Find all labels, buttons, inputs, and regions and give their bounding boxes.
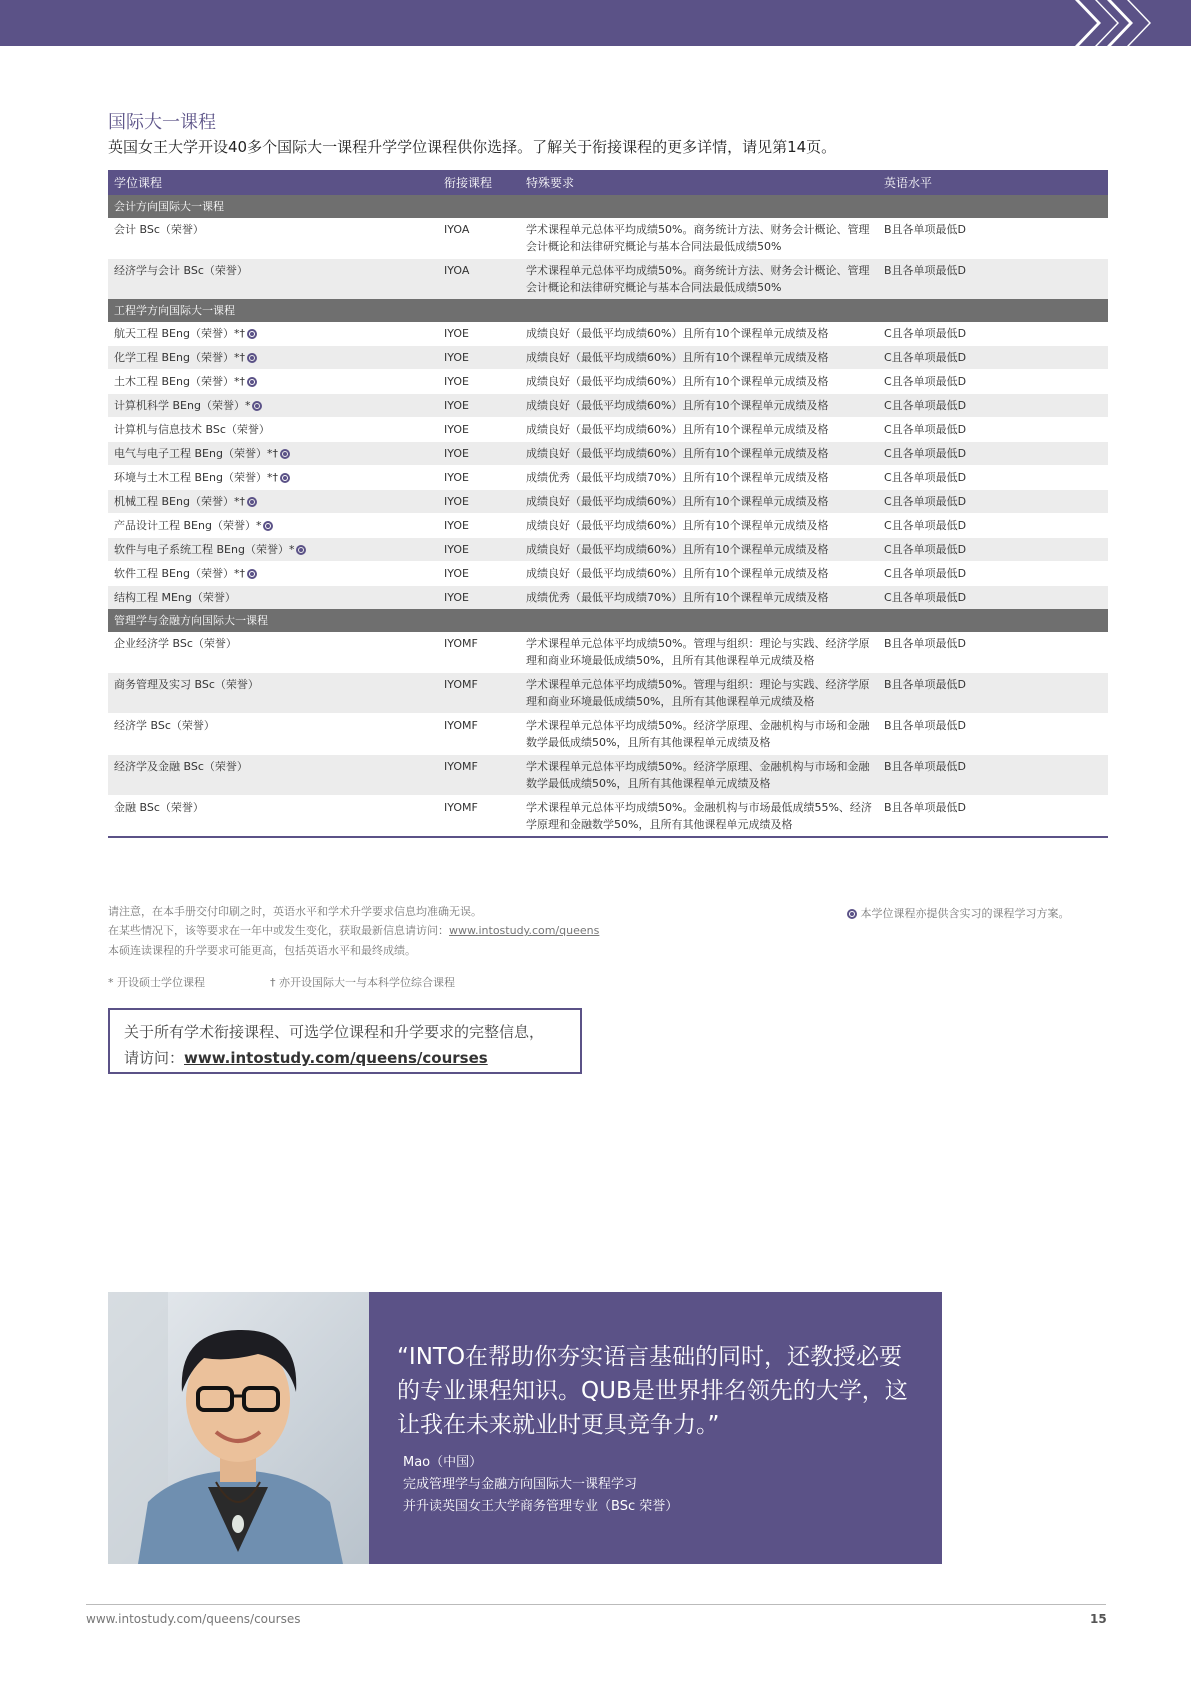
internship-icon (247, 569, 257, 579)
cell-english (878, 755, 1108, 796)
cell-course-text: 经济学及金融 BSc（荣誉） (114, 760, 248, 773)
cell-english-text: C且各单项最低D (884, 447, 967, 460)
internship-icon (247, 353, 257, 363)
cell-bridge-code (438, 562, 520, 586)
internship-icon (247, 329, 257, 339)
cell-bridge-code-text: IYOE (444, 495, 469, 508)
cell-bridge-code-text: IYOA (444, 264, 470, 277)
table-header-row (108, 170, 1108, 195)
cell-requirements-text: 成绩良好（最低平均成绩60%）且所有10个课程单元成绩及格 (526, 375, 829, 388)
cell-course (108, 259, 438, 300)
internship-icon (280, 449, 290, 459)
table-row (108, 796, 1108, 838)
cell-requirements (520, 714, 878, 755)
cell-course (108, 442, 438, 466)
cell-bridge-code-text: IYOMF (444, 801, 478, 814)
cell-english-text: B且各单项最低D (884, 223, 967, 236)
course-table (108, 170, 1108, 838)
table-body (108, 195, 1108, 837)
cell-course-text: 软件与电子系统工程 BEng（荣誉）* (114, 543, 295, 556)
cell-bridge-code (438, 418, 520, 442)
cell-course-text: 产品设计工程 BEng（荣誉）* (114, 519, 262, 532)
cell-requirements (520, 370, 878, 394)
cell-bridge-code-text: IYOMF (444, 719, 478, 732)
cell-requirements (520, 490, 878, 514)
cell-course-text: 计算机与信息技术 BSc（荣誉） (114, 423, 270, 436)
table-row (108, 418, 1108, 442)
cell-course-text: 经济学 BSc（荣誉） (114, 719, 215, 732)
internship-icon (280, 473, 290, 483)
group-header-row (108, 609, 1108, 632)
cell-course-text: 商务管理及实习 BSc（荣誉） (114, 678, 259, 691)
cell-english-text: C且各单项最低D (884, 519, 967, 532)
cell-requirements (520, 218, 878, 259)
cell-requirements (520, 322, 878, 346)
testimonial-quote: “INTO在帮助你夯实语言基础的同时，还教授必要的专业课程知识。QUB是世界排名领先的大学，这让我在未来就业时更具竞争力。” (397, 1344, 908, 1438)
testimonial-name: Mao（中国） (403, 1455, 483, 1470)
student-photo (108, 1292, 369, 1564)
cell-course (108, 218, 438, 259)
cell-bridge-code-text: IYOMF (444, 678, 478, 691)
cell-course-text: 金融 BSc（荣誉） (114, 801, 204, 814)
cell-bridge-code (438, 346, 520, 370)
testimonial-attribution (403, 1452, 678, 1518)
cell-requirements-text: 成绩良好（最低平均成绩60%）且所有10个课程单元成绩及格 (526, 327, 829, 340)
info-box-line-2 (124, 1045, 566, 1071)
table-row (108, 394, 1108, 418)
cell-course (108, 418, 438, 442)
cell-course (108, 538, 438, 562)
cell-bridge-code-text: IYOA (444, 223, 470, 236)
top-banner (0, 0, 1191, 46)
table-row (108, 218, 1108, 259)
cell-course (108, 562, 438, 586)
internship-icon (847, 909, 857, 919)
cell-requirements (520, 562, 878, 586)
cell-bridge-code-text: IYOMF (444, 637, 478, 650)
cell-course (108, 370, 438, 394)
table-row (108, 673, 1108, 714)
cell-course-text: 经济学与会计 BSc（荣誉） (114, 264, 248, 277)
cell-requirements-text: 成绩良好（最低平均成绩60%）且所有10个课程单元成绩及格 (526, 495, 829, 508)
cell-course (108, 673, 438, 714)
cell-requirements-text: 学术课程单元总体平均成绩50%。管理与组织：理论与实践、经济学原理和商业环境最低成绩50%，且所有其他课程单元成绩及格 (526, 637, 870, 667)
cell-english-text: C且各单项最低D (884, 423, 967, 436)
note-link[interactable]: www.intostudy.com/queens (449, 924, 600, 937)
cell-english (878, 466, 1108, 490)
cell-requirements-text: 成绩良好（最低平均成绩60%）且所有10个课程单元成绩及格 (526, 423, 829, 436)
table-row (108, 370, 1108, 394)
cell-bridge-code-text: IYOE (444, 543, 469, 556)
cell-course (108, 466, 438, 490)
internship-icon (247, 497, 257, 507)
footer-url[interactable]: www.intostudy.com/queens/courses (86, 1612, 301, 1626)
cell-course-text: 土木工程 BEng（荣誉）*† (114, 375, 245, 388)
cell-english-text: B且各单项最低D (884, 678, 967, 691)
cell-english-text: C且各单项最低D (884, 567, 967, 580)
cell-english-text: C且各单项最低D (884, 591, 967, 604)
testimonial-line-1: 完成管理学与金融方向国际大一课程学习 (403, 1477, 638, 1492)
section-title: 国际大一课程 (108, 112, 216, 133)
note-line-2 (108, 922, 599, 938)
table-row (108, 514, 1108, 538)
cell-course (108, 346, 438, 370)
testimonial-line-2: 并升读英国女王大学商务管理专业（BSc 荣誉） (403, 1499, 679, 1514)
cell-english (878, 490, 1108, 514)
group-title: 管理学与金融方向国际大一课程 (108, 609, 1108, 632)
cell-course (108, 632, 438, 673)
cell-english-text: C且各单项最低D (884, 471, 967, 484)
table-row (108, 322, 1108, 346)
table-row (108, 562, 1108, 586)
cell-english (878, 346, 1108, 370)
group-title: 工程学方向国际大一课程 (108, 299, 1108, 322)
cell-requirements-text: 学术课程单元总体平均成绩50%。经济学原理、金融机构与市场和金融数学最低成绩50%，且所有其他课程单元成绩及格 (526, 760, 870, 790)
cell-bridge-code (438, 586, 520, 610)
cell-course-text: 企业经济学 BSc（荣誉） (114, 637, 237, 650)
cell-requirements (520, 632, 878, 673)
cell-english (878, 370, 1108, 394)
cell-english (878, 632, 1108, 673)
cell-bridge-code (438, 632, 520, 673)
cell-course (108, 796, 438, 838)
cell-english-text: C且各单项最低D (884, 543, 967, 556)
cell-english (878, 714, 1108, 755)
cell-bridge-code-text: IYOE (444, 567, 469, 580)
cell-english (878, 562, 1108, 586)
table-row (108, 346, 1108, 370)
cell-bridge-code (438, 755, 520, 796)
cell-bridge-code-text: IYOE (444, 327, 469, 340)
cell-course (108, 755, 438, 796)
cell-english-text: C且各单项最低D (884, 327, 967, 340)
student-portrait-illustration (108, 1292, 369, 1564)
cell-requirements-text: 成绩优秀（最低平均成绩70%）且所有10个课程单元成绩及格 (526, 591, 829, 604)
cell-course-text: 航天工程 BEng（荣誉）*† (114, 327, 245, 340)
cell-requirements-text: 学术课程单元总体平均成绩50%。商务统计方法、财务会计概论、管理会计概论和法律研究概论与基本合同法最低成绩50% (526, 264, 870, 294)
table-row (108, 586, 1108, 610)
cell-english-text: B且各单项最低D (884, 637, 967, 650)
cell-bridge-code (438, 796, 520, 838)
double-chevron-icon (1075, 0, 1191, 46)
cell-requirements (520, 466, 878, 490)
cell-requirements (520, 514, 878, 538)
cell-bridge-code (438, 673, 520, 714)
table-row (108, 538, 1108, 562)
cell-bridge-code-text: IYOE (444, 399, 469, 412)
group-header-row (108, 299, 1108, 322)
cell-requirements (520, 394, 878, 418)
page-number: 15 (1090, 1612, 1107, 1626)
cell-course (108, 586, 438, 610)
cell-bridge-code-text: IYOE (444, 471, 469, 484)
cell-english (878, 218, 1108, 259)
cell-english (878, 673, 1108, 714)
note-line-3: 本硕连读课程的升学要求可能更高，包括英语水平和最终成绩。 (108, 944, 416, 957)
cell-course-text: 机械工程 BEng（荣誉）*† (114, 495, 245, 508)
cell-english-text: C且各单项最低D (884, 495, 967, 508)
table-row (108, 755, 1108, 796)
cell-bridge-code (438, 218, 520, 259)
cell-english (878, 586, 1108, 610)
cell-english-text: B且各单项最低D (884, 719, 967, 732)
cell-english-text: B且各单项最低D (884, 264, 967, 277)
cell-english (878, 394, 1108, 418)
cell-course-text: 环境与土木工程 BEng（荣誉）*† (114, 471, 278, 484)
cell-english-text: C且各单项最低D (884, 351, 967, 364)
col-header-requirements: 特殊要求 (520, 170, 878, 195)
cell-course-text: 计算机科学 BEng（荣誉）* (114, 399, 251, 412)
col-header-course: 学位课程 (108, 170, 438, 195)
intro-text: 英国女王大学开设40多个国际大一课程升学学位课程供你选择。了解关于衔接课程的更多详情，请见第14页。 (108, 138, 837, 156)
cell-bridge-code-text: IYOE (444, 351, 469, 364)
cell-bridge-code (438, 490, 520, 514)
cell-requirements (520, 586, 878, 610)
cell-course (108, 490, 438, 514)
table-row (108, 490, 1108, 514)
table-row (108, 259, 1108, 300)
table-row (108, 632, 1108, 673)
col-header-english: 英语水平 (878, 170, 1108, 195)
cell-requirements-text: 成绩良好（最低平均成绩60%）且所有10个课程单元成绩及格 (526, 519, 829, 532)
cell-english-text: B且各单项最低D (884, 801, 967, 814)
courses-link[interactable]: www.intostudy.com/queens/courses (184, 1049, 488, 1067)
internship-legend (845, 905, 1070, 921)
cell-bridge-code-text: IYOMF (444, 760, 478, 773)
cell-bridge-code-text: IYOE (444, 423, 469, 436)
table-row (108, 466, 1108, 490)
cell-requirements-text: 成绩良好（最低平均成绩60%）且所有10个课程单元成绩及格 (526, 567, 829, 580)
cell-requirements-text: 学术课程单元总体平均成绩50%。金融机构与市场最低成绩55%、经济学原理和金融数学50%，且所有其他课程单元成绩及格 (526, 801, 872, 831)
cell-bridge-code (438, 442, 520, 466)
cell-course-text: 会计 BSc（荣誉） (114, 223, 204, 236)
internship-icon (296, 545, 306, 555)
cell-bridge-code (438, 538, 520, 562)
info-box-prefix: 请访问： (124, 1049, 185, 1067)
footer-divider (86, 1604, 1106, 1605)
cell-requirements-text: 成绩良好（最低平均成绩60%）且所有10个课程单元成绩及格 (526, 399, 829, 412)
cell-course-text: 电气与电子工程 BEng（荣誉）*† (114, 447, 278, 460)
cell-requirements (520, 418, 878, 442)
cell-requirements-text: 成绩良好（最低平均成绩60%）且所有10个课程单元成绩及格 (526, 447, 829, 460)
cell-english (878, 418, 1108, 442)
cell-requirements-text: 学术课程单元总体平均成绩50%。经济学原理、金融机构与市场和金融数学最低成绩50%，且所有其他课程单元成绩及格 (526, 719, 870, 749)
cell-bridge-code-text: IYOE (444, 375, 469, 388)
cell-bridge-code (438, 714, 520, 755)
cell-requirements (520, 755, 878, 796)
cell-course (108, 394, 438, 418)
cell-bridge-code (438, 259, 520, 300)
cell-bridge-code (438, 370, 520, 394)
cell-requirements-text: 学术课程单元总体平均成绩50%。管理与组织：理论与实践、经济学原理和商业环境最低成绩50%，且所有其他课程单元成绩及格 (526, 678, 870, 708)
testimonial-panel (369, 1292, 942, 1564)
cell-requirements (520, 346, 878, 370)
cell-english (878, 442, 1108, 466)
cell-english (878, 259, 1108, 300)
internship-icon (263, 521, 273, 531)
info-box (108, 1008, 582, 1074)
cell-requirements (520, 796, 878, 838)
cell-bridge-code-text: IYOE (444, 591, 469, 604)
group-title: 会计方向国际大一课程 (108, 195, 1108, 218)
cell-requirements (520, 259, 878, 300)
table-row (108, 442, 1108, 466)
cell-requirements-text: 成绩优秀（最低平均成绩70%）且所有10个课程单元成绩及格 (526, 471, 829, 484)
cell-english (878, 322, 1108, 346)
cell-bridge-code (438, 466, 520, 490)
cell-english (878, 796, 1108, 838)
cell-bridge-code (438, 322, 520, 346)
cell-english (878, 538, 1108, 562)
cell-course (108, 714, 438, 755)
cell-english-text: C且各单项最低D (884, 399, 967, 412)
cell-requirements-text: 成绩良好（最低平均成绩60%）且所有10个课程单元成绩及格 (526, 543, 829, 556)
col-header-bridge: 衔接课程 (438, 170, 520, 195)
cell-bridge-code-text: IYOE (444, 447, 469, 460)
cell-course-text: 化学工程 BEng（荣誉）*† (114, 351, 245, 364)
cell-course-text: 软件工程 BEng（荣誉）*† (114, 567, 245, 580)
cell-course (108, 514, 438, 538)
internship-icon (252, 401, 262, 411)
cell-course-text: 结构工程 MEng（荣誉） (114, 591, 236, 604)
cell-bridge-code (438, 394, 520, 418)
cell-requirements-text: 学术课程单元总体平均成绩50%。商务统计方法、财务会计概论、管理会计概论和法律研究概论与基本合同法最低成绩50% (526, 223, 870, 253)
table-row (108, 714, 1108, 755)
info-box-line-1: 关于所有学术衔接课程、可选学位课程和升学要求的完整信息， (124, 1023, 545, 1041)
note-line-1: 请注意，在本手册交付印刷之时，英语水平和学术升学要求信息均准确无误。 (108, 905, 482, 918)
cell-english-text: B且各单项最低D (884, 760, 967, 773)
cell-english-text: C且各单项最低D (884, 375, 967, 388)
internship-legend-text: 本学位课程亦提供含实习的课程学习方案。 (860, 907, 1070, 920)
cell-requirements (520, 538, 878, 562)
legend-star: * 开设硕士学位课程 (108, 976, 205, 989)
note-line-2-text: 在某些情况下，该等要求在一年中或发生变化，获取最新信息请访问： (108, 924, 449, 937)
internship-icon (247, 377, 257, 387)
cell-english (878, 514, 1108, 538)
cell-requirements (520, 673, 878, 714)
cell-course (108, 322, 438, 346)
group-header-row (108, 195, 1108, 218)
legend-dagger: † 亦开设国际大一与本科学位综合课程 (270, 976, 455, 989)
cell-bridge-code-text: IYOE (444, 519, 469, 532)
cell-bridge-code (438, 514, 520, 538)
cell-requirements (520, 442, 878, 466)
cell-requirements-text: 成绩良好（最低平均成绩60%）且所有10个课程单元成绩及格 (526, 351, 829, 364)
